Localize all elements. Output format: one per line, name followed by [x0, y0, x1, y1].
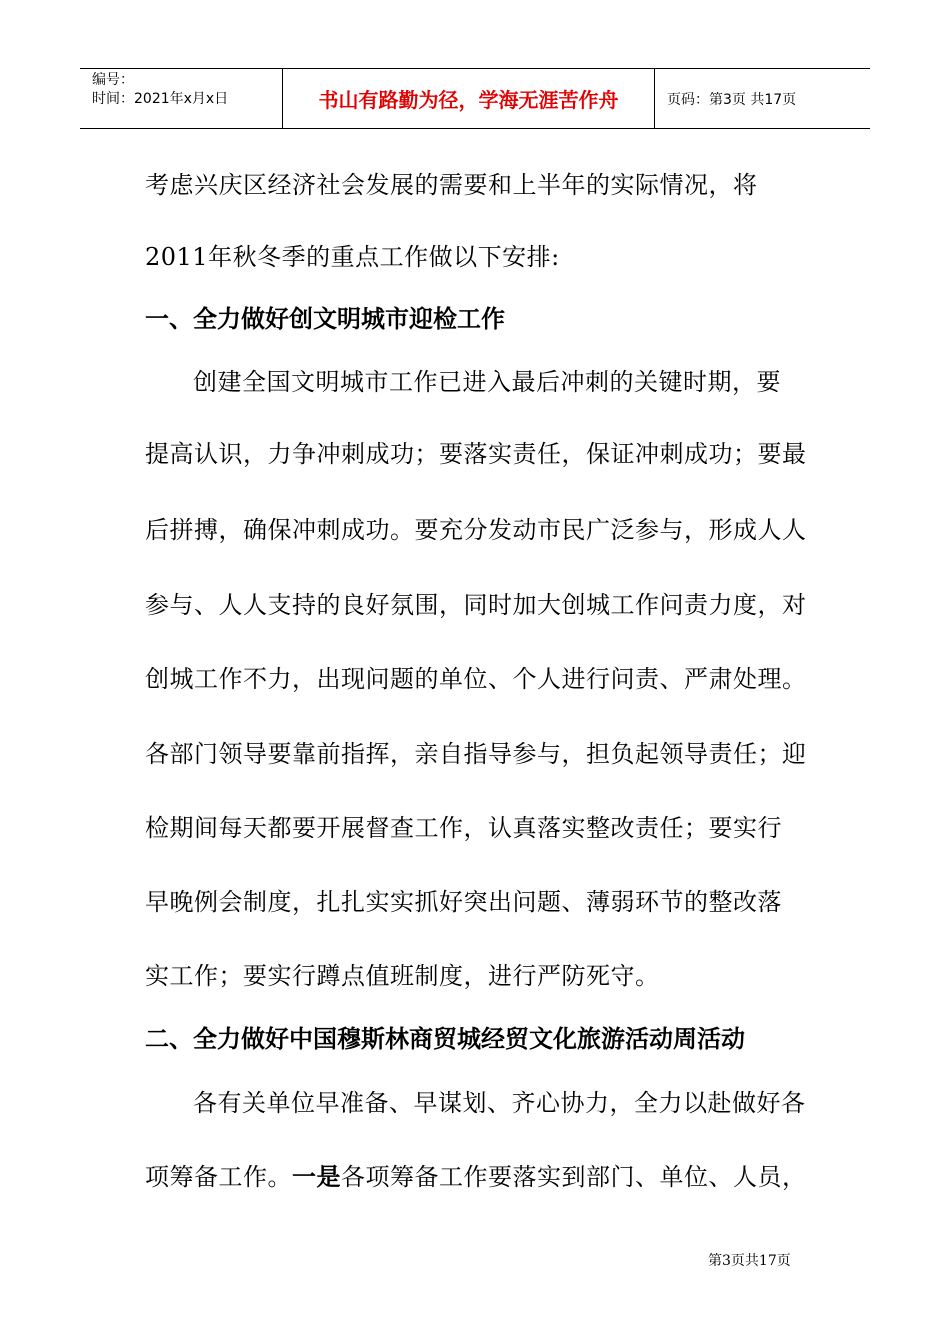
paragraph-line: 各有关单位早准备、早谋划、齐心协力，全力以赴做好各 — [193, 1089, 806, 1117]
line-suffix: 各项筹备工作要落实到部门、单位、人员， — [341, 1163, 807, 1191]
doc-number-label: 编号： — [92, 72, 134, 88]
header-page-number — [655, 69, 870, 128]
paragraph-line: 2011年秋冬季的重点工作做以下安排: — [145, 243, 560, 271]
paragraph-line: 提高认识，力争冲刺成功；要落实责任，保证冲刺成功；要最 — [145, 440, 807, 468]
header-motto — [282, 69, 655, 128]
section-heading-2: 二、全力做好中国穆斯林商贸城经贸文化旅游活动周活动 — [145, 1025, 745, 1053]
paragraph-line: 创建全国文明城市工作已进入最后冲刺的关键时期，要 — [193, 368, 781, 396]
page-header — [80, 68, 870, 129]
section-heading-1: 一、全力做好创文明城市迎检工作 — [145, 305, 505, 333]
paragraph-line: 考虑兴庆区经济社会发展的需要和上半年的实际情况，将 — [145, 171, 758, 199]
paragraph-line: 各部门领导要靠前指挥，亲自指导参与，担负起领导责任；迎 — [145, 740, 807, 768]
paragraph-line: 后拼搏，确保冲刺成功。要充分发动市民广泛参与，形成人人 — [145, 516, 807, 544]
motto-text: 书山有路勤为径，学海无涯苦作舟 — [318, 88, 619, 112]
header-meta — [80, 69, 282, 128]
time-label: 时间：2021年x月x日 — [92, 91, 229, 107]
paragraph-line: 参与、人人支持的良好氛围，同时加大创城工作问责力度，对 — [145, 591, 807, 619]
emphasis-text: 一是 — [292, 1163, 341, 1191]
paragraph-line: 实工作；要实行蹲点值班制度，进行严防死守。 — [145, 962, 660, 990]
paragraph-line-last — [145, 1163, 810, 1191]
line-prefix: 项筹备工作。 — [145, 1163, 292, 1191]
paragraph-line: 创城工作不力，出现问题的单位、个人进行问责、严肃处理。 — [145, 665, 807, 693]
page-label: 页码：第3页 共17页 — [667, 91, 797, 108]
paragraph-line: 检期间每天都要开展督查工作，认真落实整改责任；要实行 — [145, 814, 782, 842]
paragraph-line: 早晚例会制度，扎扎实实抓好突出问题、薄弱环节的整改落 — [145, 888, 782, 916]
footer-page-number: 第3页共17页 — [708, 1253, 791, 1269]
